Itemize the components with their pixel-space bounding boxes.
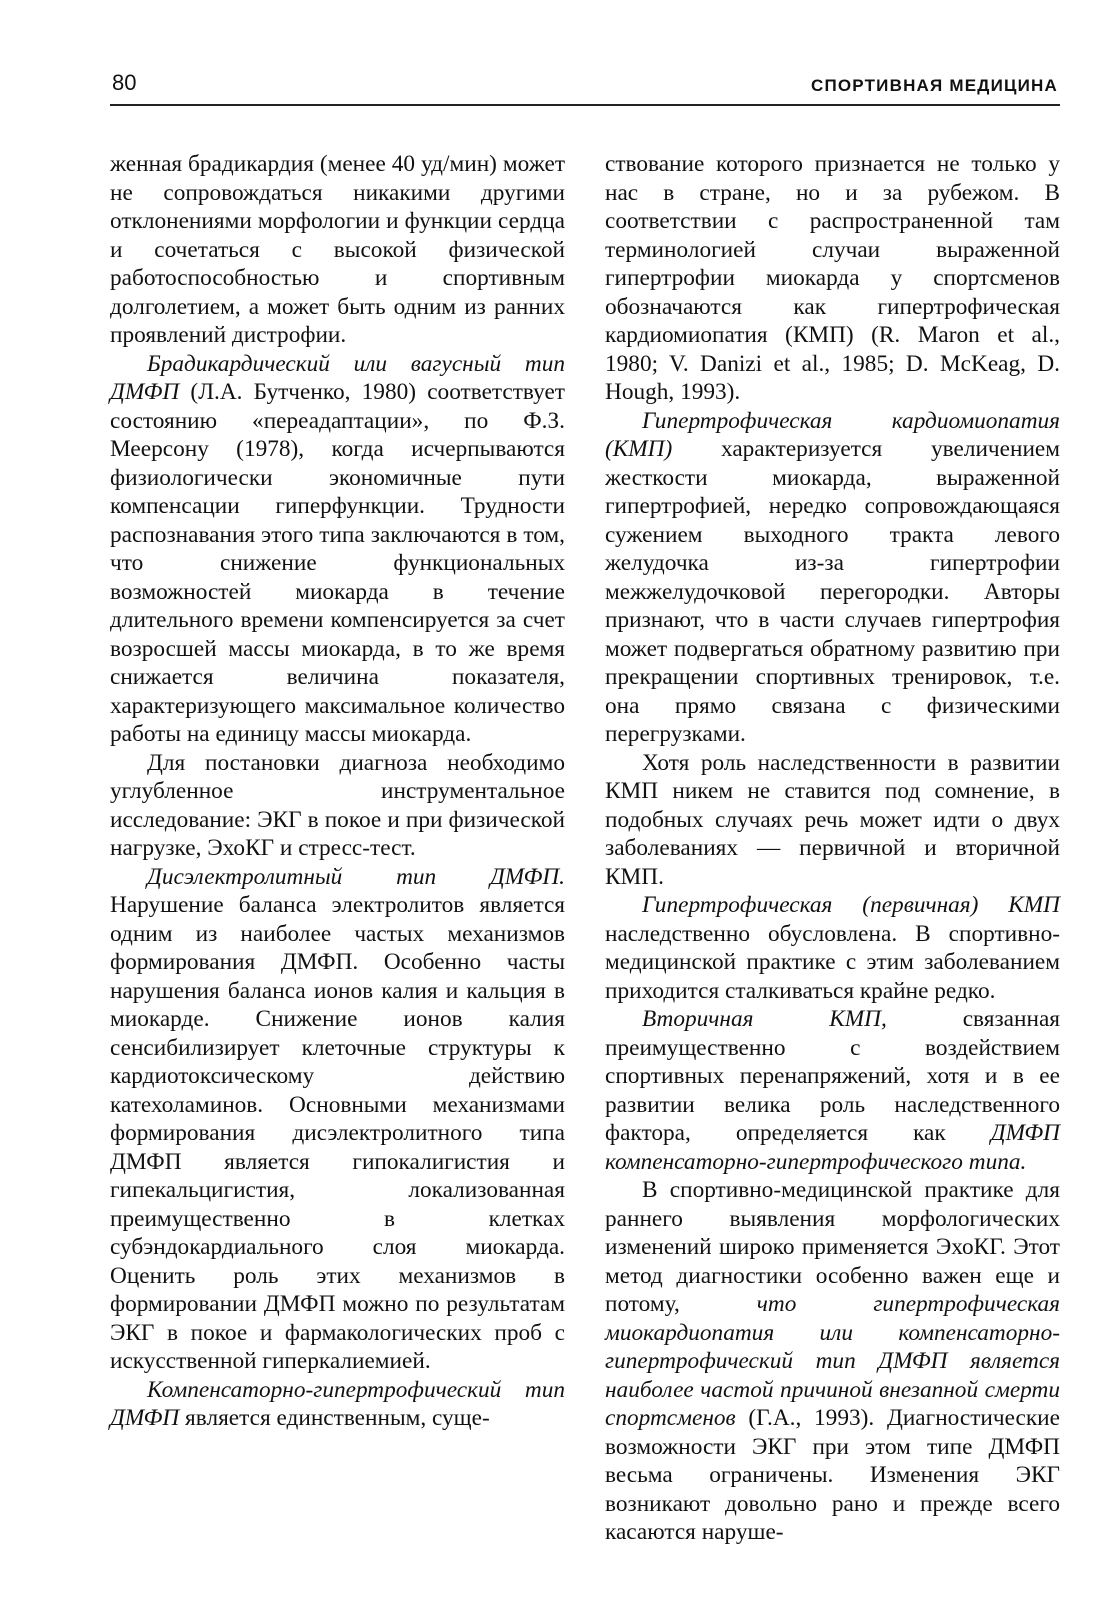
emphasis: что гипертрофическая миокардиопатия или компенсаторно-гипертрофический тип ДМФП является наиболее частой причиной внезапной смерти спортсменов (605, 1291, 1060, 1431)
paragraph-text: является единственным, суще- (179, 1405, 490, 1431)
paragraph: Для постановки диагноза необходимо углубленное инструментальное исследование: ЭКГ в покое и при физической нагрузке, ЭхоКГ и стресс-тест. (110, 749, 565, 861)
paragraph-text: Нарушение баланса электролитов является одним из наиболее частых механизмов формирования ДМФП. Особенно часты нарушения баланса ионов калия и кальция в миокарде. Снижение ионов калия сенсибилизирует клеточные структуры к кардиотоксическому действию катехоламинов. Основными механизмами формирования дисэлектролитного типа ДМФП является гипокалигистия и гипекальцигистия, локализованная преимущественно в клетках субэндокардиального слоя миокарда. Оценить роль этих механизмов в формировании ДМФП можно по результатам ЭКГ в покое и фармакологических проб с искусственной гиперкалиемией. (110, 892, 565, 1374)
paragraph (110, 1376, 565, 1433)
emphasis: Дисэлектролитный тип ДМФП. (147, 863, 565, 890)
emphasis: Гипертрофическая (первичная) КМП (642, 892, 1060, 918)
emphasis: Гипертрофическая кардиомиопатия (КМП) (605, 407, 1060, 462)
paragraph: Хотя роль наследственности в развитии КМП никем не ставится под сомнение, в подобных случаях речь может идти о двух заболеваниях — первичной и вторичной КМП. (605, 749, 1060, 890)
paragraph (605, 407, 1060, 749)
page-number: 80 (112, 70, 137, 95)
paragraph: женная брадикардия (менее 40 уд/мин) может не сопровождаться никакими другими отклонениями морфологии и функции сердца и сочетаться с высокой физической работоспособностью и спортивным долголетием, а может быть одним из ранних проявлений дистрофии. (110, 151, 565, 348)
paragraph-text: связанная преимущественно с воздействием спортивных перенапряжений, хотя и в ее развитии велика роль наследственного фактора, определяется как (605, 1006, 1060, 1146)
paragraph-text: В спортивно-медицинской практике для раннего выявления морфологических изменений широко применяется ЭхоКГ. Этот метод диагностики особенно важен еще и потому, (605, 1177, 1060, 1317)
left-column (110, 150, 565, 1433)
paragraph-text: (Г.А., 1993). Диагностические возможности ЭКГ при этом типе ДМФП весьма ограничены. Изменения ЭКГ возникают довольно рано и прежде всего касаются наруше- (605, 1405, 1060, 1545)
emphasis: Компенсаторно-гипертрофический тип ДМФП (110, 1376, 565, 1431)
right-column (605, 150, 1060, 1547)
paragraph (110, 863, 565, 1376)
paragraph (605, 1005, 1060, 1176)
running-title: СПОРТИВНАЯ МЕДИЦИНА (810, 76, 1058, 95)
paragraph (110, 350, 565, 749)
paragraph: ствование которого признается не только у нас в стране, но и за рубежом. В соответствии с распространенной там терминологией случаи выраженной гипертрофии миокарда у спортсменов обозначаются как гипертрофическая кардиомиопатия (КМП) (R. Maron et al., 1980; V. Danizi et al., 1985; D. McKeag, D. Hough, 1993). (605, 151, 1060, 405)
paragraph-text: характеризуется увеличением жесткости миокарда, выраженной гипертрофией, нередко сопровождающаяся сужением выходного тракта левого желудочка из-за гипертрофии межжелудочковой перегородки. Авторы признают, что в части случаев гипертрофия может подвергаться обратному развитию при прекращении спортивных тренировок, т.е. она прямо связана с физическими перегрузками. (605, 436, 1060, 747)
paragraph (605, 1176, 1060, 1547)
paragraph-text: (Л.А. Бутченко, 1980) соответствует состоянию «переадаптации», по Ф.З. Меерсону (1978), когда исчерпываются физиологически экономичные пути компенсации гиперфункции. Трудности распознавания этого типа заключаются в том, что снижение функциональных возможностей миокарда в течение длительного времени компенсируется за счет возросшей массы миокарда, в то же время снижается величина показателя, характеризующего максимальное количество работы на единицу массы миокарда. (110, 379, 565, 747)
emphasis: ДМФП компенсаторно-гипертрофического типа. (605, 1120, 1060, 1175)
paragraph (605, 891, 1060, 1005)
emphasis: Брадикардический или вагусный тип ДМФП (110, 350, 565, 405)
header-rule (110, 104, 1060, 106)
paragraph-text: наследственно обусловлена. В спортивно-медицинской практике с этим заболеванием приходится сталкиваться крайне редко. (605, 920, 1060, 1004)
emphasis: Вторичная КМП, (642, 1006, 887, 1032)
